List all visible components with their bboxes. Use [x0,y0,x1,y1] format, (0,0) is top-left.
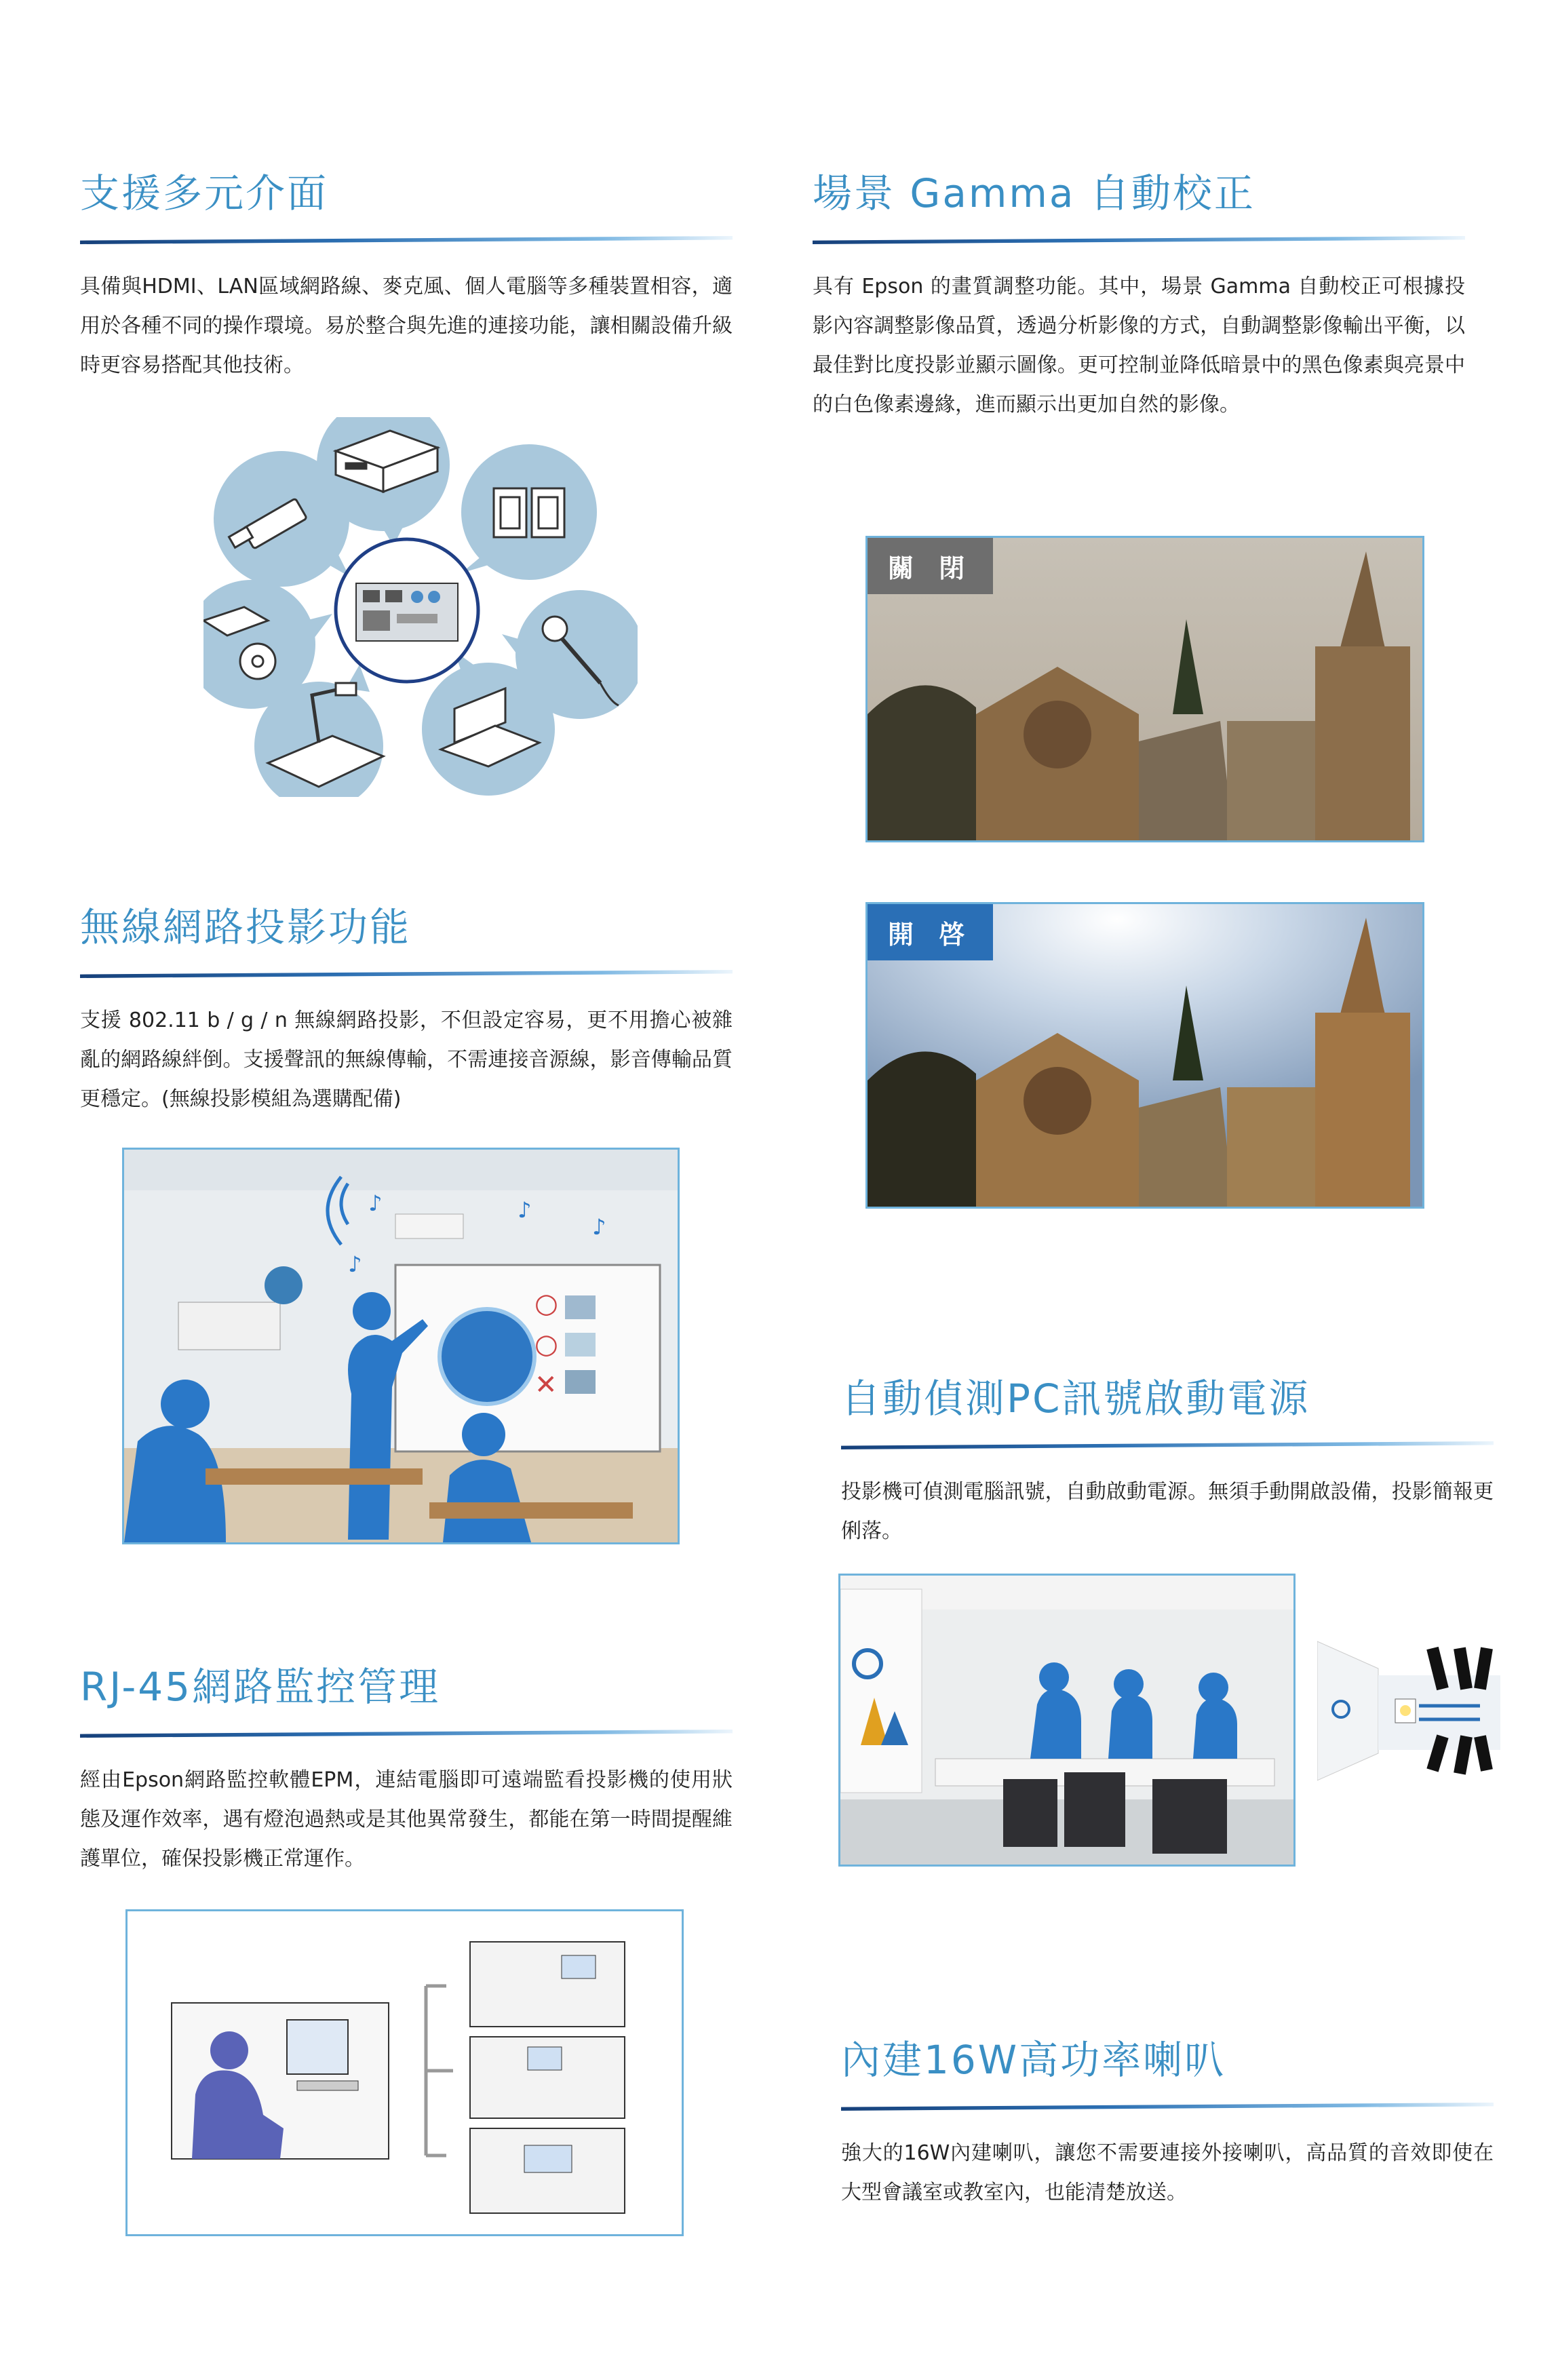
classroom-image [122,1148,680,1544]
title-underline [80,1730,733,1738]
section-title: 支援多元介面 [80,170,329,216]
svg-text:○: ○ [534,1329,558,1360]
section-title: 場景 Gamma 自動校正 [813,170,1255,216]
section-rj45 [80,1655,733,1879]
section-body: 具有 Epson 的畫質調整功能。其中，場景 Gamma 自動校正可根據投影內容調整影像品質，透過分析影像的方式，自動調整影像輸出平衡，以最佳對比度投影並顯示圖像。更可控制並降低暗景中的黑色像素與亮景中的白色像素邊緣，進而顯示出更加自然的影像。 [813,275,1465,416]
svg-text:♪: ♪ [348,1251,362,1277]
svg-text:♪: ♪ [518,1197,532,1223]
section-body: 具備與HDMI、LAN區域網路線、麥克風、個人電腦等多種裝置相容，適用於各種不同的操作環境。易於整合與先進的連接功能，讓相關設備升級時更容易搭配其他技術。 [80,275,733,377]
meeting-room-image [838,1574,1296,1867]
gamma-off-image [865,536,1424,842]
section-speaker [841,2028,1494,2212]
title-underline [80,970,733,978]
section-body: 支援 802.11 b / g / n 無線網路投影，不但設定容易，更不用擔心被雜亂的網路線絆倒。支援聲訊的無線傳輸，不需連接音源線，影音傳輸品質更穩定。(無線投影模組為選購配備) [80,1009,733,1111]
title-underline [80,236,733,244]
section-wireless [80,895,733,1119]
section-body: 強大的16W內建喇叭，讓您不需要連接外接喇叭，高品質的音效即使在大型會議室或教室內，也能清楚放送。 [841,2141,1494,2204]
section-multi-interface [80,161,733,385]
gamma-on-image [865,902,1424,1209]
svg-text:♪: ♪ [368,1190,383,1216]
svg-text:○: ○ [534,1288,558,1319]
section-body: 經由Epson網路監控軟體EPM，連結電腦即可遠端監看投影機的使用狀態及運作效率，遇有燈泡過熱或是其他異常發生，都能在第一時間提醒維護單位，確保投影機正常運作。 [80,1768,733,1871]
title-underline [841,2103,1494,2111]
network-monitoring-image [125,1909,684,2236]
svg-text:✕: ✕ [534,1369,558,1401]
section-title: 自動偵測PC訊號啟動電源 [841,1376,1310,1422]
svg-text:♪: ♪ [592,1214,606,1240]
projector-top-view-icon [1317,1635,1502,1787]
section-auto-power [841,1367,1494,1551]
section-gamma [813,161,1465,425]
gamma-off-label: 關 閉 [868,538,993,594]
section-title: 無線網路投影功能 [80,904,412,950]
title-underline [841,1441,1494,1449]
interface-diagram [203,417,638,797]
section-body: 投影機可偵測電腦訊號，自動啟動電源。無須手動開啟設備，投影簡報更俐落。 [841,1480,1494,1543]
gamma-on-label: 開 啓 [868,904,993,960]
section-title: RJ-45網路監控管理 [80,1664,441,1710]
projector-ports-icon [336,539,478,682]
title-underline [813,236,1465,244]
section-title: 內建16W高功率喇叭 [841,2037,1226,2083]
